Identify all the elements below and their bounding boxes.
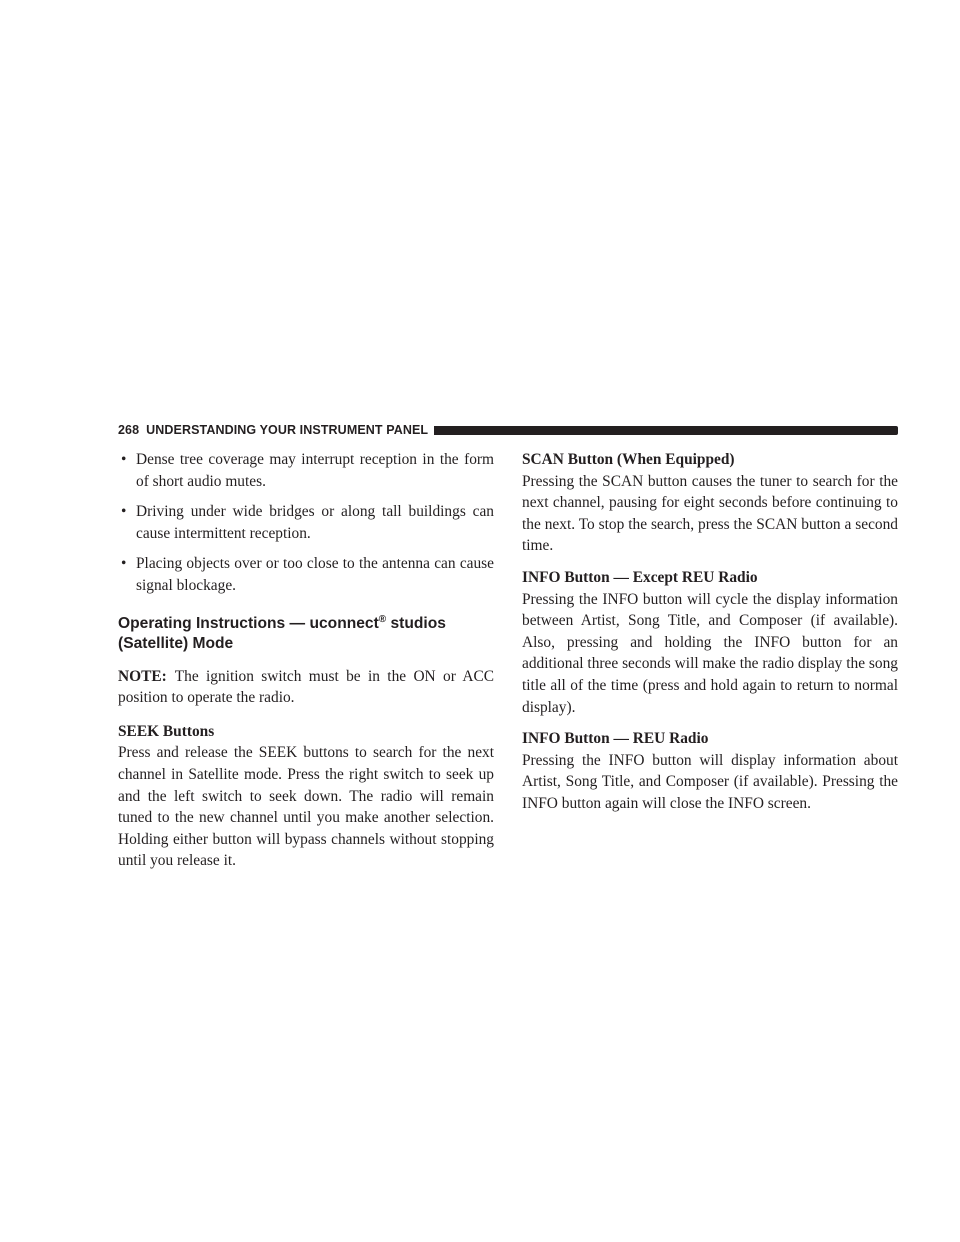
scan-button-heading: SCAN Button (When Equipped) [522,451,735,468]
info-reu-heading: INFO Button — REU Radio [522,730,709,748]
info-except-reu-section [522,567,898,718]
left-column [118,449,494,872]
heading-text-part1: Operating Instructions — uconnect [118,614,379,632]
note-paragraph [118,666,494,709]
bullet-text: Placing objects over or too close to the antenna can cause signal blockage. [136,555,494,594]
reception-bullet-list [118,449,494,597]
section-title: UNDERSTANDING YOUR INSTRUMENT PANEL [146,423,429,437]
scan-button-text: Pressing the SCAN button causes the tuner to search for the next channel, pausing for eight seconds before continuing to the next. To stop the search, press the SCAN button a second time. [522,472,898,555]
list-item [118,553,494,596]
scan-section [522,449,898,557]
bullet-text: Driving under wide bridges or along tall buildings can cause intermittent reception. [136,503,494,542]
info-reu-section [522,728,898,814]
seek-buttons-heading: SEEK Buttons [118,722,215,740]
bullet-icon: • [121,451,127,468]
right-column [522,449,898,815]
bullet-text: Dense tree coverage may interrupt reception in the form of short audio mutes. [136,451,494,490]
bullet-icon: • [121,555,127,573]
info-except-reu-text: Pressing the INFO button will cycle the display information between Artist, Song Title, and Composer (if available). Also, pressing and holding the INFO button for an additional three seconds will make the radio display the song title all of the time (press and hold again to return to normal display). [522,590,898,716]
info-reu-text: Pressing the INFO button will display information about Artist, Song Title, and Composer (if available). Pressing the INFO button again will close the INFO screen. [522,751,898,812]
operating-instructions-heading [118,614,494,654]
page-header [118,419,898,441]
registered-mark: ® [378,613,387,625]
header-rule [434,426,898,435]
info-except-reu-heading: INFO Button — Except REU Radio [522,568,758,586]
heading-text-part2: studios (Satellite) Mode [118,614,446,652]
seek-buttons-text: Press and release the SEEK buttons to search for the next channel in Satellite mode. Press the right switch to seek up and the left switch to seek down. The radio will remain tuned to the new channel until you make another selection. Holding either button will bypass channels without stopping until you release it. [118,744,494,870]
page-number: 268 [118,423,140,437]
note-label: NOTE: [118,667,167,685]
list-item [118,501,494,544]
bullet-icon: • [121,503,127,521]
list-item [118,449,494,492]
note-text: The ignition switch must be in the ON or ACC position to operate the radio. [118,667,494,707]
